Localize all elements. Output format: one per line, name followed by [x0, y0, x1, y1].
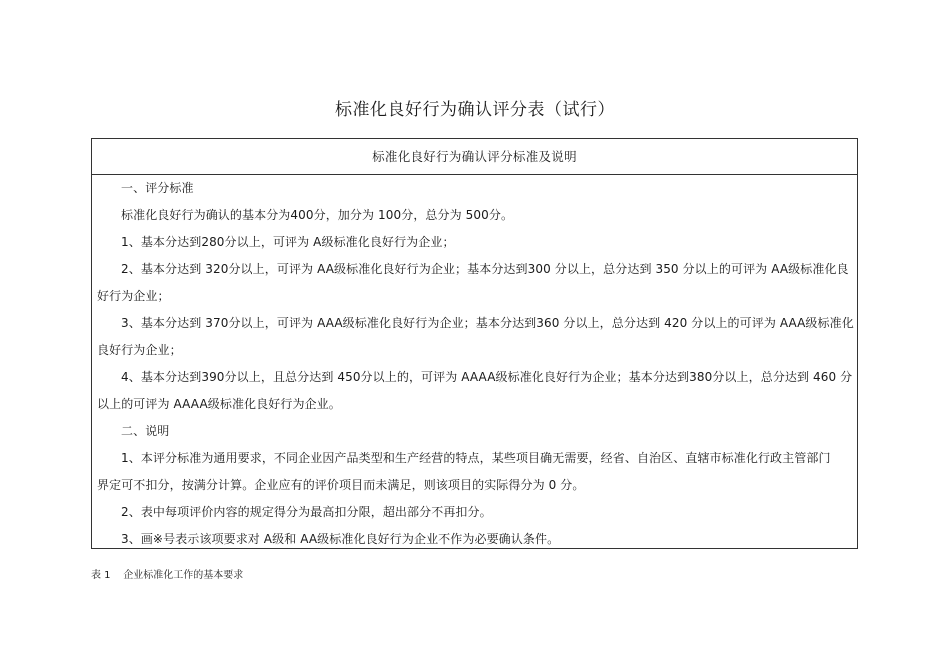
note-1: 1、本评分标准为通用要求，不同企业因产品类型和生产经营的特点，某些项目确无需要，经省、自治区、直辖市标准化行政主管部门	[121, 451, 831, 465]
scoring-rule-aa: 2、基本分达到 320分以上，可评为 AA级标准化良好行为企业；基本分达到300 分以上，总分达到 350 分以上的可评为 AA级标准化良	[121, 262, 849, 276]
scoring-rule-aaaa-continued: 以上的可评为 AAAA级标准化良好行为企业。	[97, 397, 341, 411]
scoring-rule-aaaa: 4、基本分达到390分以上，且总分达到 450分以上的，可评为 AAAA级标准化良好行为企业；基本分达到380分以上，总分达到 460 分	[121, 370, 853, 384]
scoring-rule-aaa-continued: 良好行为企业；	[97, 343, 182, 357]
section-heading-notes: 二、说明	[121, 424, 170, 438]
scoring-basic-paragraph: 标准化良好行为确认的基本分为400分，加分为 100分，总分为 500分。	[121, 208, 514, 222]
document-title: 标准化良好行为确认评分表（试行）	[335, 100, 615, 120]
criteria-box-header: 标准化良好行为确认评分标准及说明	[92, 139, 857, 175]
note-1-continued: 界定可不扣分，按满分计算。企业应有的评价项目而未满足，则该项目的实际得分为 0 分。	[97, 478, 585, 492]
note-2: 2、表中每项评价内容的规定得分为最高扣分限，超出部分不再扣分。	[121, 505, 492, 519]
scoring-rule-aa-continued: 好行为企业；	[97, 289, 170, 303]
note-3: 3、画※号表示该项要求对 A级和 AA级标准化良好行为企业不作为必要确认条件。	[121, 532, 560, 546]
criteria-body	[97, 175, 852, 553]
scoring-rule-a: 1、基本分达到280分以上，可评为 A级标准化良好行为企业；	[121, 235, 455, 249]
criteria-box	[91, 138, 858, 549]
scoring-rule-aaa: 3、基本分达到 370分以上，可评为 AAA级标准化良好行为企业；基本分达到360 分以上，总分达到 420 分以上的可评为 AAA级标准化	[121, 316, 854, 330]
section-heading-scoring: 一、评分标准	[121, 181, 194, 195]
table-caption: 表 1 企业标准化工作的基本要求	[91, 570, 244, 581]
